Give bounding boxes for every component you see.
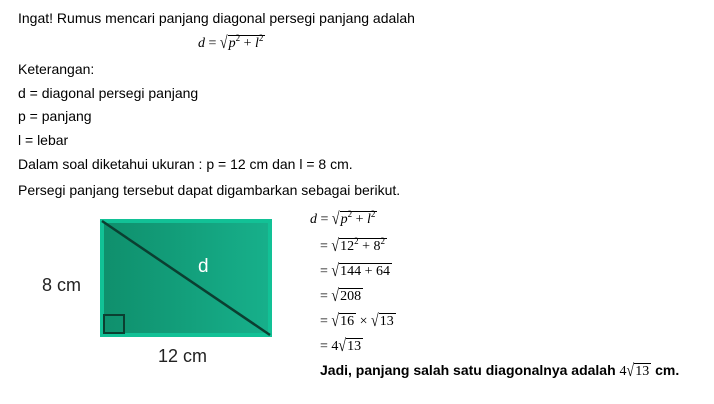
step-6: = 4√13 [320, 337, 362, 356]
describe-text: Persegi panjang tersebut dapat digambarkan sebagai berikut. [18, 182, 401, 198]
conclusion-text: Jadi, panjang salah satu diagonalnya adalah 4√13 cm. [320, 362, 680, 381]
step-2: = $√12^2 + 8^2$ [320, 236, 385, 256]
intro-text: Ingat! Rumus mencari panjang diagonal persegi panjang adalah [18, 10, 415, 26]
diagonal-formula: $d = √p^2 + l^2$ [198, 33, 264, 53]
legend-item-p: p = panjang [18, 108, 92, 124]
legend-item-d: d = diagonal persegi panjang [18, 85, 199, 101]
known-values-text: Dalam soal diketahui ukuran : p = 12 cm dan l = 8 cm. [18, 156, 353, 172]
side-label: 8 cm [42, 275, 82, 295]
legend-item-l: l = lebar [18, 132, 69, 148]
rectangle-figure [40, 212, 310, 372]
step-5: = √16 × √13 [320, 312, 394, 331]
step-3: = √144 + 64 [320, 262, 390, 281]
step-4: = √208 [320, 287, 362, 306]
step-1: $d = √p^2 + l^2$ [310, 209, 376, 229]
bottom-label: 12 cm [158, 346, 208, 366]
legend-title: Keterangan: [18, 61, 95, 77]
diagonal-label: d [198, 256, 209, 277]
